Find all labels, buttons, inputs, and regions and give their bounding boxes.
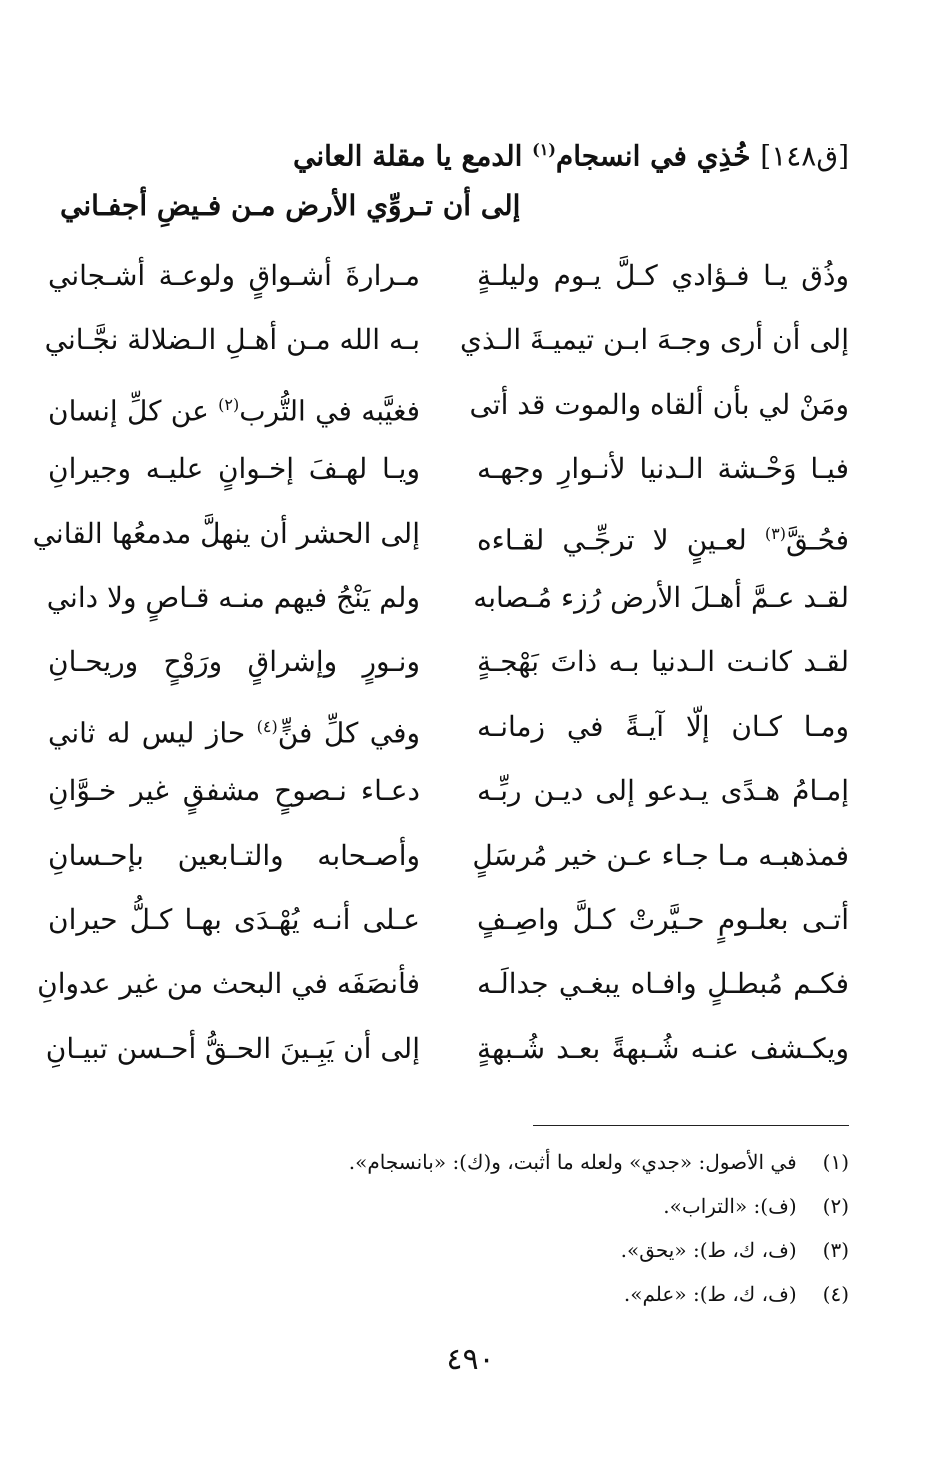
verse-second-hemistich: وأصـحابه والتـابعين بإحـسانِ: [48, 838, 420, 872]
footnote-number: (٢): [822, 1194, 849, 1218]
verse-second-hemistich: إلى الحشر أن ينهلَّ مدمعُها القاني: [32, 516, 420, 550]
footnote-marker-1: (١): [532, 140, 556, 159]
footnote-text: (ف، ك، ط): «علم».: [623, 1282, 797, 1306]
verse-second-hemistich: ولم يَنْجُ فيهم منـه قـاصٍ ولا داني: [46, 580, 420, 614]
verse-1: [48, 246, 849, 310]
footnote-marker-4: (٤): [256, 716, 278, 736]
verse-second-hemistich: عـلى أنـه يُهْـدَى بهـا كـلُّ حيران: [48, 902, 420, 936]
verse-second-hemistich: [48, 705, 420, 755]
verse-11: [48, 890, 849, 954]
verse-10: [48, 826, 849, 890]
verse-second-hemistich: ويـا لهـفَ إخـوانٍ عليـه وجيرانِ: [48, 452, 420, 486]
hemistich-text-after-note: لعـينٍ لا ترجِّـي لقـاءه: [477, 522, 747, 556]
verse-first-hemistich: ومـا كـان إلّا آيـةً في زمانـه: [477, 709, 849, 743]
opening-first-hemistich: [293, 128, 849, 178]
hemistich-text-after-note: عن كلِّ إنسان: [48, 394, 209, 428]
footnote-text: (ف، ك، ط): «يحق».: [620, 1238, 797, 1262]
verse-second-hemistich: فأنصَفَه في البحث من غير عدوانِ: [37, 967, 420, 1001]
footnote-marker-3: (٣): [764, 523, 786, 543]
verse-first-hemistich: فيـا وَحْـشة الـدنيا لأنـوارِ وجهـه: [477, 452, 849, 486]
verse-second-hemistich: دعـاء نـصوحٍ مشفقٍ غير خـوَّانِ: [48, 774, 420, 808]
opening-text-after-note: الدمع يا مقلة العاني: [292, 139, 523, 173]
hemistich-text-before-note: فغيَّبه في التُّرب: [239, 394, 420, 428]
footnote-2: [60, 1184, 849, 1228]
footnote-number: (١): [822, 1150, 849, 1174]
verse-first-hemistich: فكـم مُبطـلٍ وافـاه يبغـي جدالَـه: [477, 967, 849, 1001]
footnote-text: (ف): «التراب».: [663, 1194, 797, 1218]
verse-13: [45, 1019, 849, 1083]
verse-7: [48, 632, 849, 696]
verse-first-hemistich: [477, 512, 849, 562]
opening-text-before-note: خُذِي في انسجام: [555, 139, 751, 173]
verse-second-hemistich: مـرارةَ أشـواقٍ ولوعـة أشـجاني: [48, 259, 420, 292]
footnote-number: (٤): [822, 1282, 849, 1306]
verse-12: [37, 954, 849, 1018]
verse-first-hemistich: ومَنْ لي بأن ألقاه والموت قد أتى: [469, 387, 849, 421]
verse-5: [32, 504, 849, 568]
page-number: ٤٩٠: [446, 1342, 495, 1377]
footnote-4: [60, 1272, 849, 1316]
footnote-marker-2: (٢): [218, 394, 240, 414]
verse-first-hemistich: أتـى بعلـومٍ حـيَّرتْ كـلَّ واصِـفٍ: [477, 902, 849, 936]
footnote-text: في الأصول: «جدي» ولعله ما أثبت، و(ك): «بانسجام».: [348, 1150, 797, 1174]
verse-first-hemistich: وذُق يـا فـؤادي كـلَّ يـوم وليلـةٍ: [477, 259, 849, 292]
footnote-number: (٣): [822, 1238, 849, 1262]
verse-second-hemistich: إلى أن يَبِـينَ الحـقُّ أحـسن تبيـانِ: [45, 1031, 420, 1065]
hemistich-text-after-note: حاز ليس له ثاني: [48, 716, 246, 750]
verse-first-hemistich: ويكـشف عنـه شُـبهةً بعـد شُـبهةٍ: [477, 1031, 849, 1065]
verse-2: [44, 310, 849, 374]
footnotes: [60, 1140, 849, 1316]
folio-marker: [ق١٤٨]: [760, 139, 849, 173]
verse-4: [48, 439, 849, 503]
verse-first-hemistich: لقـد عـمَّ أهـلَ الأرض رُزء مُـصابه: [473, 580, 849, 614]
footnote-1: [60, 1140, 849, 1184]
verse-8: [48, 697, 849, 761]
footnote-3: [60, 1228, 849, 1272]
verse-first-hemistich: لقـد كانـت الـدنيا بـه ذاتَ بَهْجـةٍ: [477, 645, 849, 679]
verse-first-hemistich: إلى أن أرى وجـهَ ابـن تيميـةَ الـذي: [460, 323, 849, 357]
opening-second-hemistich: إلى أن تـروِّي الأرض مـن فـيضِ أجفـاني: [60, 189, 521, 222]
verse-3: [48, 375, 849, 439]
verse-second-hemistich: [48, 383, 420, 433]
hemistich-text-before-note: فحُـقَّ: [785, 522, 849, 556]
poem-verses: [32, 246, 849, 1083]
verse-second-hemistich: بـه الله مـن أهـلِ الـضلالة نجَّـاني: [44, 323, 420, 357]
verse-first-hemistich: فمذهبـه مـا جـاء عـن خير مُرسَلٍ: [472, 838, 849, 872]
verse-first-hemistich: إمـامُ هـدًى يـدعو إلى ديـن ربِّـه: [477, 774, 849, 808]
hemistich-text-before-note: وفي كلِّ فنٍّ: [277, 716, 421, 750]
verse-9: [48, 761, 849, 825]
footnote-separator: [533, 1125, 849, 1126]
verse-second-hemistich: ونـورٍ وإشراقٍ ورَوْحٍ وريحـانِ: [48, 645, 420, 679]
verse-6: [48, 568, 849, 632]
opening-verse: [60, 128, 849, 238]
